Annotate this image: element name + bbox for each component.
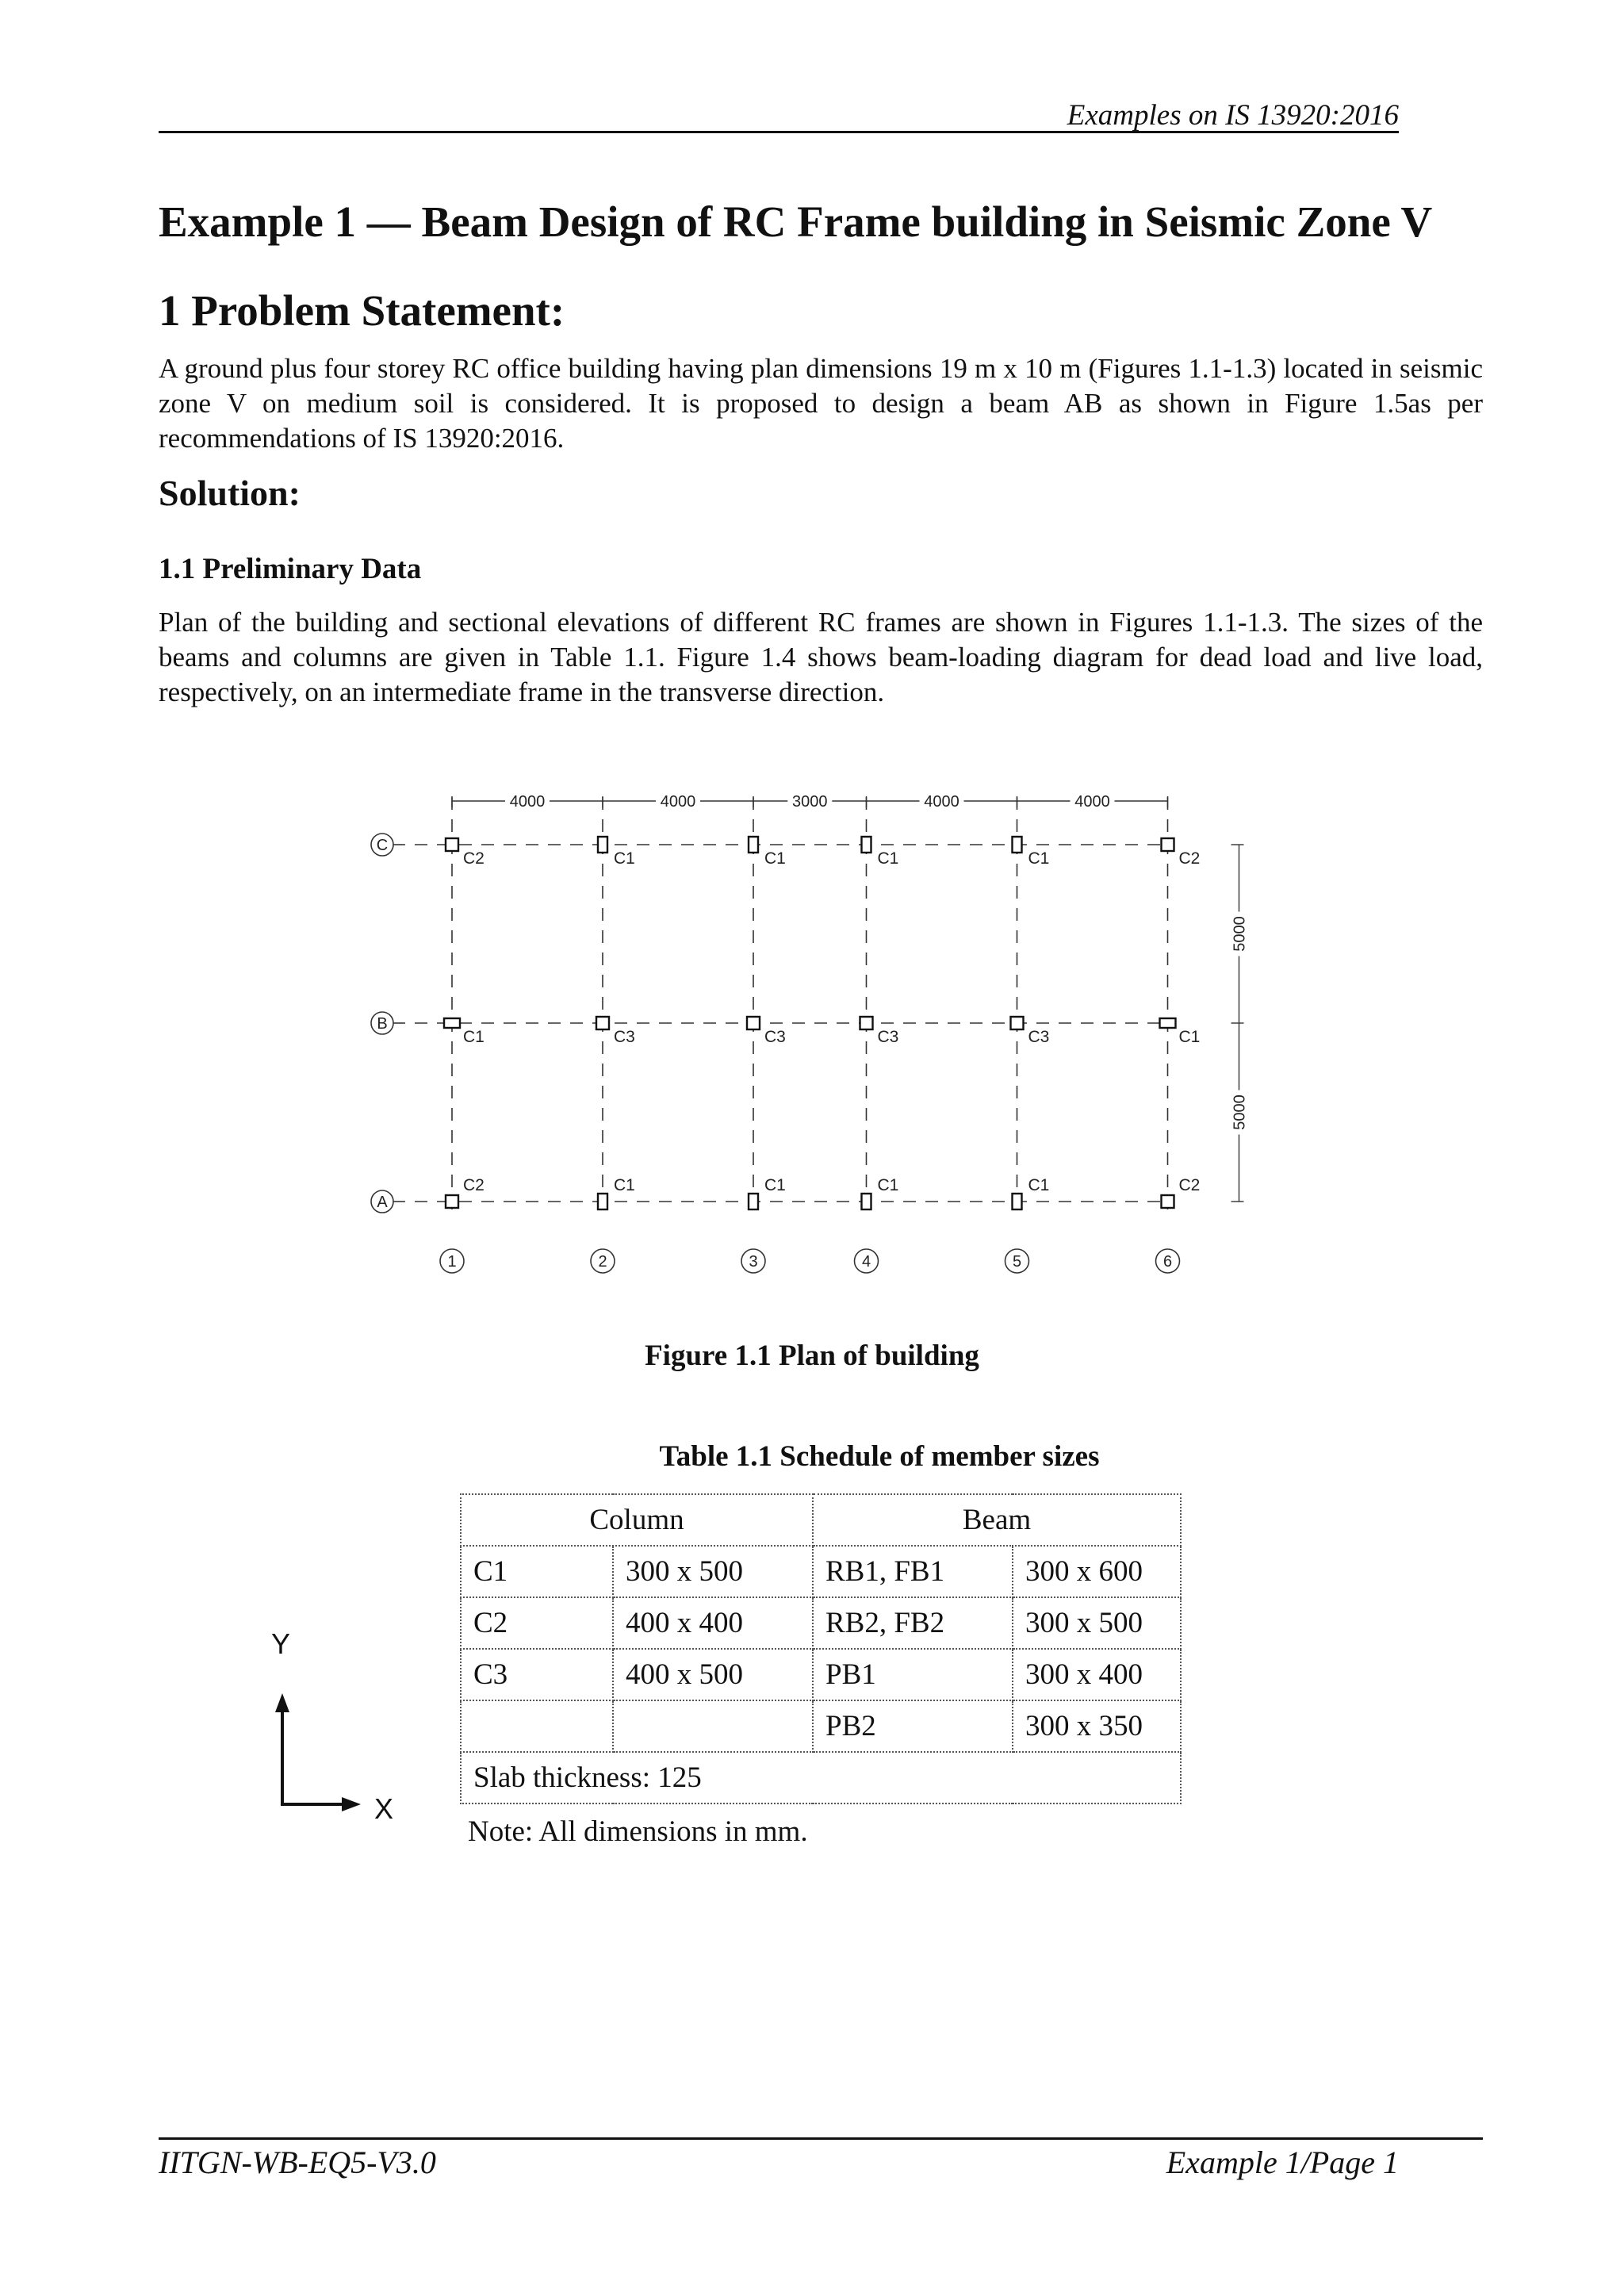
column-section: [749, 1194, 758, 1209]
column-section: [596, 1017, 609, 1029]
column-label: C1: [1028, 849, 1050, 868]
footer-document-id: IITGN-WB-EQ5-V3.0: [159, 2145, 436, 2180]
beam-name-cell: RB2, FB2: [813, 1597, 1013, 1649]
problem-paragraph: A ground plus four storey RC office building having plan dimensions 19 m x 10 m (Figures 1.1-1.3) located in seismic zone V on medium soil is considered. It is proposed to design a beam AB as shown in Figure 1.5as per recommendations of IS 13920:2016.: [159, 353, 1483, 454]
column-section: [598, 1194, 607, 1209]
running-header: Examples on IS 13920:2016: [1067, 99, 1399, 132]
table-row: [461, 1546, 1181, 1597]
column-label: C1: [463, 1028, 485, 1046]
column-label: C2: [1178, 849, 1201, 868]
dimension-label-y: 5000: [1231, 1094, 1249, 1130]
column-section: [1013, 1194, 1022, 1209]
grid-bubble-col-label: 2: [598, 1253, 607, 1271]
grid-bubble-col-label: 1: [447, 1253, 457, 1271]
dimension-label-x: 4000: [1074, 793, 1110, 811]
column-label: C3: [1028, 1028, 1050, 1046]
dimension-label-y: 5000: [1231, 916, 1249, 952]
grid-bubble-col-label: 5: [1012, 1253, 1022, 1271]
y-axis-label: Y: [271, 1627, 291, 1660]
column-size-cell: 400 x 500: [613, 1649, 813, 1700]
column-section: [1162, 838, 1174, 851]
preliminary-paragraph: Plan of the building and sectional elevations of different RC frames are shown in Figures 1.1-1.3. The sizes of the beams and columns are given in Table 1.1. Figure 1.4 shows beam-loading diagram for dead load and live load, respectively, on an intermediate frame in the transverse direction.: [159, 607, 1483, 707]
member-schedule-table: [460, 1493, 1182, 1804]
table-row: [461, 1752, 1181, 1803]
building-plan-drawing: [361, 781, 1249, 1297]
dimension-label-x: 4000: [509, 793, 546, 811]
grid-bubble-col-label: 3: [749, 1253, 758, 1271]
column-label: C3: [764, 1028, 786, 1046]
beam-size-cell: 300 x 500: [1013, 1597, 1181, 1649]
column-size-cell: [613, 1700, 813, 1752]
column-section: [1162, 1195, 1174, 1208]
table-note: Note: All dimensions in mm.: [468, 1815, 808, 1848]
grid-bubble-row-label: C: [376, 837, 389, 854]
grid-bubble-col-label: 6: [1162, 1253, 1173, 1271]
column-section: [1011, 1017, 1024, 1029]
beam-name-cell: PB1: [813, 1649, 1013, 1700]
table-row: [461, 1700, 1181, 1752]
column-label: C2: [463, 1176, 485, 1194]
column-section: [747, 1017, 760, 1029]
beam-name-cell: PB2: [813, 1700, 1013, 1752]
x-axis-label: X: [374, 1792, 394, 1825]
column-section: [860, 1017, 873, 1029]
column-section: [862, 837, 871, 853]
table-caption: Table 1.1 Schedule of member sizes: [659, 1440, 1100, 1473]
grid-bubble-col-label: 4: [861, 1253, 871, 1271]
x-arrowhead-icon: [342, 1797, 361, 1811]
column-name-cell: C2: [461, 1597, 613, 1649]
column-section: [862, 1194, 871, 1209]
grid-bubble-row-label: A: [377, 1194, 388, 1211]
column-label: C1: [764, 849, 786, 868]
section-heading-preliminary: 1.1 Preliminary Data: [159, 553, 422, 585]
beam-header: Beam: [813, 1494, 1181, 1546]
column-label: C3: [877, 1028, 899, 1046]
y-arrowhead-icon: [275, 1693, 289, 1712]
column-size-cell: 400 x 400: [613, 1597, 813, 1649]
figure-caption: Figure 1.1 Plan of building: [645, 1340, 979, 1372]
column-name-cell: C3: [461, 1649, 613, 1700]
dimension-label-x: 3000: [792, 793, 828, 811]
section-heading-problem: 1 Problem Statement:: [159, 286, 565, 335]
footer-rule: [159, 2137, 1483, 2140]
beam-name-cell: RB1, FB1: [813, 1546, 1013, 1597]
dimension-label-x: 4000: [660, 793, 696, 811]
column-header: Column: [461, 1494, 813, 1546]
beam-size-cell: 300 x 600: [1013, 1546, 1181, 1597]
solution-heading: Solution:: [159, 473, 301, 513]
column-label: C2: [1178, 1176, 1201, 1194]
column-name-cell: [461, 1700, 613, 1752]
column-section: [598, 837, 607, 853]
column-label: C1: [1178, 1028, 1201, 1046]
column-label: C2: [463, 849, 485, 868]
column-section: [446, 838, 458, 851]
column-label: C1: [877, 849, 899, 868]
beam-size-cell: 300 x 350: [1013, 1700, 1181, 1752]
column-section: [446, 1195, 458, 1208]
table-header-row: [461, 1494, 1181, 1546]
header-rule: [159, 131, 1399, 133]
column-size-cell: 300 x 500: [613, 1546, 813, 1597]
column-label: C1: [764, 1176, 786, 1194]
column-label: C1: [877, 1176, 899, 1194]
column-label: C1: [1028, 1176, 1050, 1194]
table-row: [461, 1649, 1181, 1700]
dimension-label-x: 4000: [924, 793, 959, 811]
column-label: C1: [614, 849, 635, 868]
column-section: [1013, 837, 1022, 853]
slab-thickness-cell: Slab thickness: 125: [461, 1752, 1181, 1803]
plan-dimensions: [452, 792, 1249, 1202]
column-section: [1160, 1018, 1176, 1028]
column-label: C3: [614, 1028, 635, 1046]
beam-size-cell: 300 x 400: [1013, 1649, 1181, 1700]
table-row: [461, 1597, 1181, 1649]
column-name-cell: C1: [461, 1546, 613, 1597]
column-section: [444, 1018, 460, 1028]
column-section: [749, 837, 758, 853]
column-label: C1: [614, 1176, 635, 1194]
axes-indicator: [254, 1627, 412, 1836]
grid-bubble-row-label: B: [377, 1015, 388, 1033]
footer-page-number: Example 1/Page 1: [1166, 2145, 1399, 2180]
page-title: Example 1 — Beam Design of RC Frame building in Seismic Zone V: [159, 197, 1433, 246]
plan-grid-bubbles: [371, 834, 1180, 1273]
